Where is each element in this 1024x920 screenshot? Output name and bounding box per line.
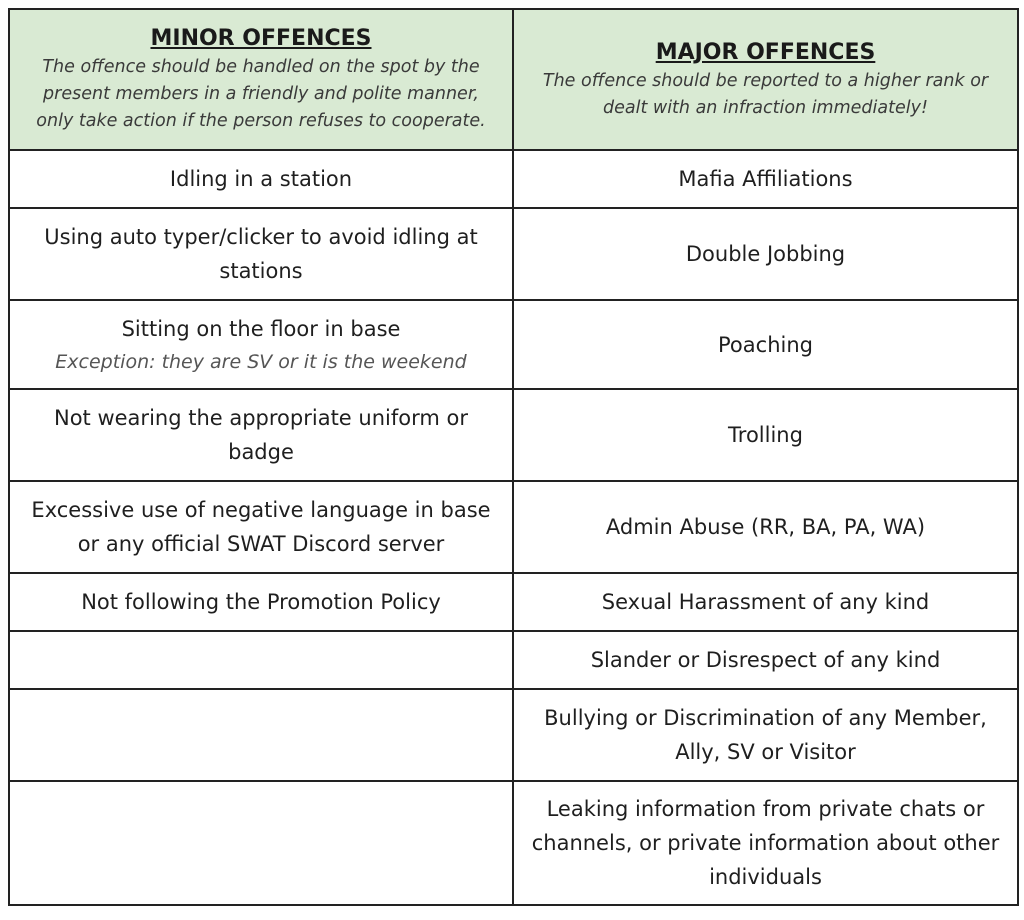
minor-offences-header	[9, 9, 513, 150]
minor-offence-cell-empty	[9, 781, 513, 905]
table-row	[9, 389, 1018, 481]
major-offence-cell: Sexual Harassment of any kind	[513, 573, 1018, 631]
table-row	[9, 208, 1018, 300]
table-row	[9, 689, 1018, 781]
minor-offences-title: MINOR OFFENCES	[150, 26, 372, 51]
minor-offence-cell: Excessive use of negative language in base or any official SWAT Discord server	[9, 481, 513, 573]
offences-table-container	[8, 8, 1017, 906]
minor-offence-cell: Idling in a station	[9, 150, 513, 208]
minor-offence-cell: Not following the Promotion Policy	[9, 573, 513, 631]
major-offences-header	[513, 9, 1018, 150]
minor-offence-cell-empty	[9, 689, 513, 781]
major-offence-cell: Double Jobbing	[513, 208, 1018, 300]
major-offence-cell: Slander or Disrespect of any kind	[513, 631, 1018, 689]
minor-offence-cell: Not wearing the appropriate uniform or badge	[9, 389, 513, 481]
header-row	[9, 9, 1018, 150]
minor-offence-text: Sitting on the floor in base	[121, 316, 401, 341]
major-offences-title: MAJOR OFFENCES	[655, 39, 876, 65]
table-row	[9, 481, 1018, 573]
major-offence-cell: Trolling	[513, 389, 1018, 481]
table-row	[9, 573, 1018, 631]
table-row	[9, 300, 1018, 389]
major-offence-cell: Poaching	[513, 300, 1018, 389]
minor-offence-cell: Using auto typer/clicker to avoid idling at stations	[9, 208, 513, 300]
major-offence-cell: Leaking information from private chats or channels, or private information about other individuals	[513, 781, 1018, 905]
table-row	[9, 631, 1018, 689]
offences-table	[8, 8, 1019, 906]
major-offence-cell: Mafia Affiliations	[513, 150, 1018, 208]
major-offence-cell: Admin Abuse (RR, BA, PA, WA)	[513, 481, 1018, 573]
table-row	[9, 781, 1018, 905]
major-offences-description: The offence should be reported to a higher rank or dealt with an infraction immediately!	[542, 70, 989, 118]
table-row	[9, 150, 1018, 208]
minor-offence-cell-empty	[9, 631, 513, 689]
major-offence-cell: Bullying or Discrimination of any Member, Ally, SV or Visitor	[513, 689, 1018, 781]
minor-offence-exception-note: Exception: they are SV or it is the weekend	[55, 350, 467, 373]
minor-offence-cell	[9, 300, 513, 389]
minor-offences-description: The offence should be handled on the spot by the present members in a friendly and polite manner, only take action if the person refuses to cooperate.	[36, 57, 486, 131]
